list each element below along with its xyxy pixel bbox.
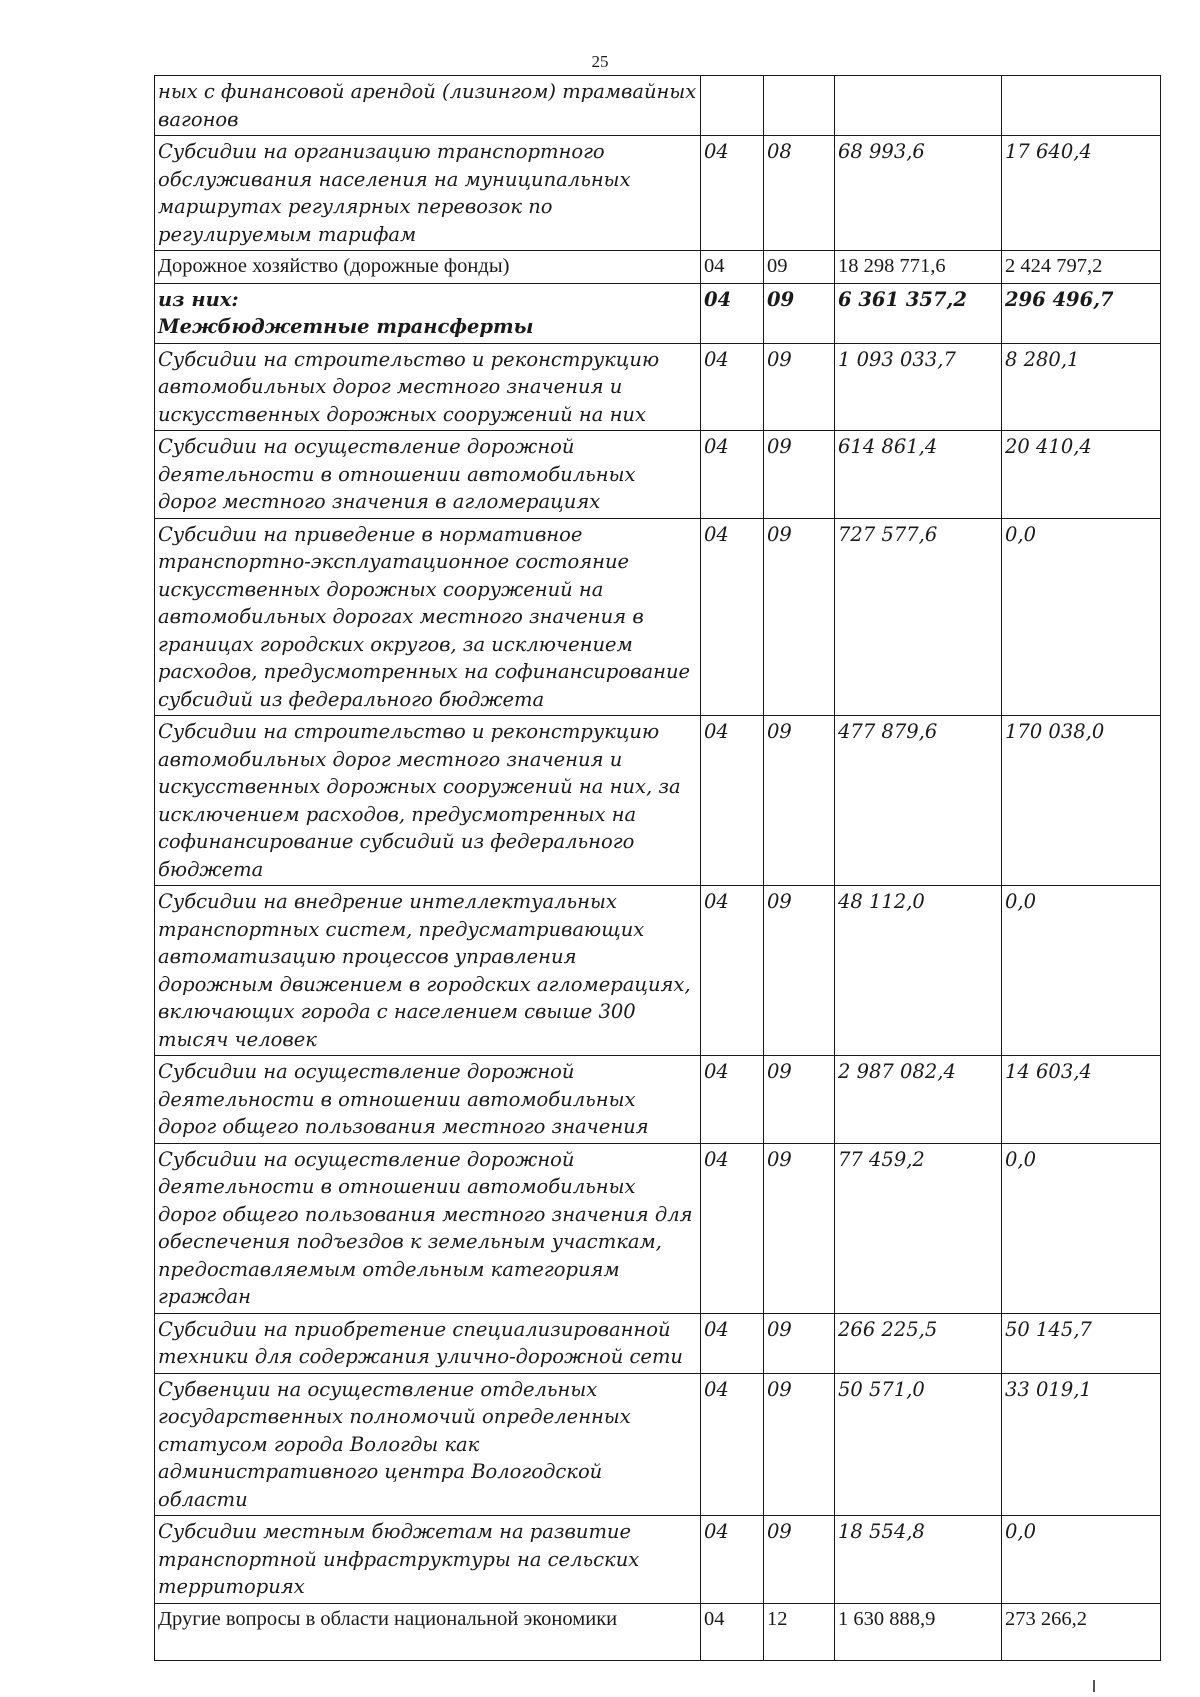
federal-amount-cell: 2 424 797,2 bbox=[1002, 251, 1161, 284]
table-row bbox=[155, 1056, 1161, 1144]
subsection-code-cell: 09 bbox=[764, 251, 835, 284]
table-row bbox=[155, 1603, 1161, 1660]
expense-name-cell: Субсидии на осуществление дорожной деятельности в отношении автомобильных дорог общего пользования местного значения bbox=[155, 1056, 701, 1144]
total-amount-cell: 266 225,5 bbox=[835, 1313, 1002, 1373]
section-code-cell: 04 bbox=[701, 136, 764, 251]
expense-name-cell: Субсидии на строительство и реконструкцию автомобильных дорог местного значения и искусственных дорожных сооружений на них, за исключением расходов, предусмотренных на софинансирование субсидий из федерального бюджета bbox=[155, 716, 701, 886]
section-code-cell bbox=[701, 76, 764, 136]
federal-amount-cell: 14 603,4 bbox=[1002, 1056, 1161, 1144]
subsection-code-cell: 12 bbox=[764, 1603, 835, 1660]
table-row bbox=[155, 518, 1161, 716]
subsection-code-cell: 09 bbox=[764, 1143, 835, 1313]
total-amount-cell bbox=[835, 76, 1002, 136]
total-amount-cell: 18 298 771,6 bbox=[835, 251, 1002, 284]
budget-table bbox=[154, 75, 1161, 1661]
expense-name-cell: Субсидии на приведение в нормативное транспортно-эксплуатационное состояние искусственных дорожных сооружений на автомобильных дорогах местного значения в границах городских округов, за исключением расходов, предусмотренных на софинансирование субсидий из федерального бюджета bbox=[155, 518, 701, 716]
federal-amount-cell: 50 145,7 bbox=[1002, 1313, 1161, 1373]
table-row bbox=[155, 431, 1161, 519]
total-amount-cell: 1 630 888,9 bbox=[835, 1603, 1002, 1660]
subsection-code-cell: 09 bbox=[764, 431, 835, 519]
federal-amount-cell: 296 496,7 bbox=[1002, 283, 1161, 343]
federal-amount-cell: 17 640,4 bbox=[1002, 136, 1161, 251]
federal-amount-cell: 0,0 bbox=[1002, 1143, 1161, 1313]
subsection-code-cell: 09 bbox=[764, 1056, 835, 1144]
budget-table-body bbox=[155, 76, 1161, 1661]
subsection-code-cell: 09 bbox=[764, 1516, 835, 1604]
total-amount-cell: 18 554,8 bbox=[835, 1516, 1002, 1604]
table-row bbox=[155, 1516, 1161, 1604]
total-amount-cell: 6 361 357,2 bbox=[835, 283, 1002, 343]
subsection-code-cell: 09 bbox=[764, 1313, 835, 1373]
section-code-cell: 04 bbox=[701, 431, 764, 519]
federal-amount-cell: 0,0 bbox=[1002, 518, 1161, 716]
subsection-code-cell bbox=[764, 76, 835, 136]
expense-name-cell: Субсидии на приобретение специализированной техники для содержания улично-дорожной сети bbox=[155, 1313, 701, 1373]
total-amount-cell: 477 879,6 bbox=[835, 716, 1002, 886]
federal-amount-cell: 170 038,0 bbox=[1002, 716, 1161, 886]
table-row bbox=[155, 886, 1161, 1056]
expense-name-cell: Субсидии на внедрение интеллектуальных транспортных систем, предусматривающих автоматизацию процессов управления дорожным движением в городских агломерациях, включающих города с населением свыше 300 тысяч человек bbox=[155, 886, 701, 1056]
subsection-code-cell: 09 bbox=[764, 283, 835, 343]
table-row bbox=[155, 251, 1161, 284]
federal-amount-cell bbox=[1002, 76, 1161, 136]
section-code-cell: 04 bbox=[701, 1516, 764, 1604]
section-code-cell: 04 bbox=[701, 1143, 764, 1313]
expense-name-cell: Другие вопросы в области национальной экономики bbox=[155, 1603, 701, 1660]
section-code-cell: 04 bbox=[701, 343, 764, 431]
table-row bbox=[155, 283, 1161, 343]
page-number: 25 bbox=[591, 52, 609, 71]
total-amount-cell: 68 993,6 bbox=[835, 136, 1002, 251]
subsection-code-cell: 09 bbox=[764, 886, 835, 1056]
table-row bbox=[155, 76, 1161, 136]
subsection-code-cell: 09 bbox=[764, 716, 835, 886]
total-amount-cell: 614 861,4 bbox=[835, 431, 1002, 519]
subsection-code-cell: 08 bbox=[764, 136, 835, 251]
table-row bbox=[155, 1143, 1161, 1313]
section-code-cell: 04 bbox=[701, 251, 764, 284]
expense-name-cell: Субсидии на осуществление дорожной деятельности в отношении автомобильных дорог местного значения в агломерациях bbox=[155, 431, 701, 519]
section-code-cell: 04 bbox=[701, 716, 764, 886]
expense-name-cell: Субвенции на осуществление отдельных государственных полномочий определенных статусом города Вологды как административного центра Вологодской области bbox=[155, 1373, 701, 1516]
federal-amount-cell: 0,0 bbox=[1002, 886, 1161, 1056]
federal-amount-cell: 273 266,2 bbox=[1002, 1603, 1161, 1660]
expense-name-cell: Субсидии на строительство и реконструкцию автомобильных дорог местного значения и искусственных дорожных сооружений на них bbox=[155, 343, 701, 431]
table-row bbox=[155, 716, 1161, 886]
total-amount-cell: 50 571,0 bbox=[835, 1373, 1002, 1516]
section-code-cell: 04 bbox=[701, 518, 764, 716]
scan-mark bbox=[1093, 1680, 1095, 1692]
table-row bbox=[155, 1313, 1161, 1373]
expense-name-cell: Дорожное хозяйство (дорожные фонды) bbox=[155, 251, 701, 284]
expense-name-cell: Субсидии на организацию транспортного обслуживания населения на муниципальных маршрутах регулярных перевозок по регулируемым тарифам bbox=[155, 136, 701, 251]
section-code-cell: 04 bbox=[701, 886, 764, 1056]
subsection-code-cell: 09 bbox=[764, 1373, 835, 1516]
total-amount-cell: 2 987 082,4 bbox=[835, 1056, 1002, 1144]
subsection-code-cell: 09 bbox=[764, 518, 835, 716]
total-amount-cell: 48 112,0 bbox=[835, 886, 1002, 1056]
expense-name-cell: ных с финансовой арендой (лизингом) трамвайных вагонов bbox=[155, 76, 701, 136]
subsection-code-cell: 09 bbox=[764, 343, 835, 431]
expense-name-cell: из них: Межбюджетные трансферты bbox=[155, 283, 701, 343]
table-row bbox=[155, 136, 1161, 251]
federal-amount-cell: 8 280,1 bbox=[1002, 343, 1161, 431]
federal-amount-cell: 33 019,1 bbox=[1002, 1373, 1161, 1516]
federal-amount-cell: 20 410,4 bbox=[1002, 431, 1161, 519]
section-code-cell: 04 bbox=[701, 1056, 764, 1144]
table-row bbox=[155, 343, 1161, 431]
federal-amount-cell: 0,0 bbox=[1002, 1516, 1161, 1604]
table-row bbox=[155, 1373, 1161, 1516]
expense-name-cell: Субсидии местным бюджетам на развитие транспортной инфраструктуры на сельских территориях bbox=[155, 1516, 701, 1604]
section-code-cell: 04 bbox=[701, 283, 764, 343]
total-amount-cell: 1 093 033,7 bbox=[835, 343, 1002, 431]
section-code-cell: 04 bbox=[701, 1373, 764, 1516]
expense-name-cell: Субсидии на осуществление дорожной деятельности в отношении автомобильных дорог общего пользования местного значения для обеспечения подъездов к земельным участкам, предоставляемым отдельным категориям граждан bbox=[155, 1143, 701, 1313]
total-amount-cell: 77 459,2 bbox=[835, 1143, 1002, 1313]
total-amount-cell: 727 577,6 bbox=[835, 518, 1002, 716]
section-code-cell: 04 bbox=[701, 1313, 764, 1373]
section-code-cell: 04 bbox=[701, 1603, 764, 1660]
